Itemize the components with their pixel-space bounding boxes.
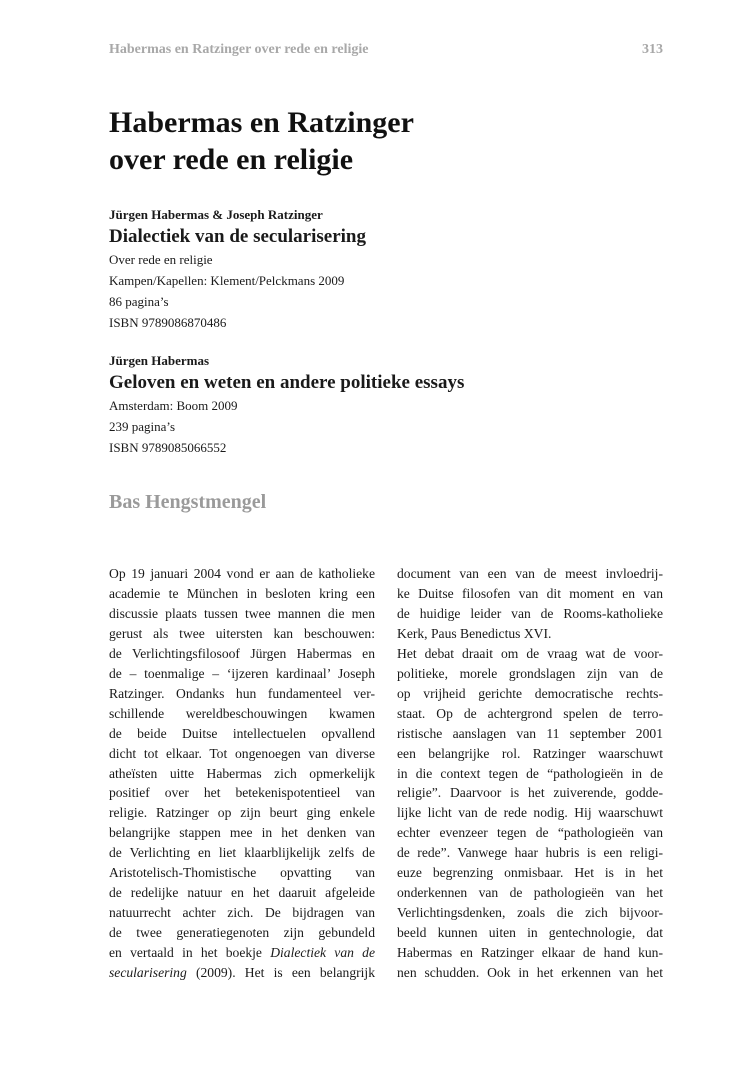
body-line: in die context tegen de “pathologieën in de <box>397 765 663 781</box>
body-line: nen schudden. Ook in het erkennen van het <box>397 965 663 981</box>
book-detail: Amsterdam: Boom 2009 <box>109 398 238 413</box>
body-line: discussie plaats tussen twee mannen die men <box>109 605 375 621</box>
body-line: de redelijke natuur en het daaruit afgeleide <box>109 885 375 901</box>
body-line: Aristotelisch-Thomistische opvatting van <box>109 865 375 881</box>
book-detail: ISBN 9789085066552 <box>109 440 227 455</box>
book-authors: Jürgen Habermas & Joseph Ratzinger <box>109 207 323 222</box>
body-line: lijke licht van de rede nodig. Hij waarschuwt <box>397 805 663 821</box>
body-line: de beide Duitse intellectuelen opvallend <box>109 725 375 741</box>
body-line: een belangrijke rol. Ratzinger waarschuwt <box>397 745 663 761</box>
book-info-1 <box>109 204 366 333</box>
body-line: de – toenmalige – ‘ijzeren kardinaal’ Joseph <box>109 665 375 681</box>
book-detail: 239 pagina’s <box>109 419 176 434</box>
body-line: atheïsten uitte Habermas zich opmerkelijk <box>109 765 375 781</box>
text: en vertaald in het boekje <box>109 945 271 961</box>
body-line: dicht tot elkaar. Tot ongenoegen van diverse <box>109 745 375 761</box>
body-line: staat. Op de achtergrond spelen de terro- <box>397 705 663 721</box>
body-line: euze begrenzing onmisbaar. Het is in het <box>397 865 663 881</box>
body-line: de twee generatiegenoten zijn gebundeld <box>109 925 375 941</box>
book-detail: 86 pagina’s <box>109 294 169 309</box>
body-line: academie te München in besloten kring een <box>109 585 375 601</box>
body-line: positief over het betekenispotentieel van <box>109 785 375 801</box>
body-line: natuurrecht achter zich. De bijdragen van <box>109 905 375 921</box>
body-line: Het debat draait om de vraag wat de voor- <box>397 645 663 661</box>
body-line: Verlichtingsdenken, zoals die zich bijvoor- <box>397 905 663 921</box>
body-line: religie. Ratzinger op zijn beurt ging enkele <box>109 805 375 821</box>
book-authors: Jürgen Habermas <box>109 353 210 368</box>
book-title: Dialectiek van de secularisering <box>109 226 366 247</box>
body-line: Op 19 januari 2004 vond er aan de katholieke <box>109 566 375 581</box>
body-line: document van een van de meest invloedrij- <box>397 566 663 581</box>
book-title: Geloven en weten en andere politieke essays <box>109 372 465 393</box>
text: (2009). Het is een belangrijk <box>186 965 375 981</box>
body-line: Habermas en Ratzinger elkaar de hand kun- <box>397 945 663 961</box>
body-line: op vrijheid gerichte democratische rechts- <box>397 685 663 701</box>
running-head <box>109 42 663 58</box>
article-title-line: over rede en religie <box>109 143 354 176</box>
body-line: belangrijke stappen mee in het denken van <box>109 825 375 841</box>
body-line: Kerk, Paus Benedictus XVI. <box>397 625 552 641</box>
book-info-2 <box>109 350 464 458</box>
body-column-2 <box>397 564 663 983</box>
body-line: beeld kunnen uiten in gentechnologie, dat <box>397 925 663 941</box>
body-line: gerust als twee uitersten kan beschouwen: <box>109 625 375 641</box>
body-line: ke Duitse filosofen van dit moment en van <box>397 585 663 601</box>
body-line: onderkennen van de pathologieën van het <box>397 885 663 901</box>
body-line: de Verlichtingsfilosoof Jürgen Habermas en <box>109 645 375 661</box>
book-title-italic: Dialectiek van de <box>270 945 375 961</box>
reviewer-name: Bas Hengstmengel <box>109 491 267 513</box>
running-head-title: Habermas en Ratzinger over rede en religie <box>109 42 369 57</box>
body-line <box>109 943 375 963</box>
body-line: schillende wereldbeschouwingen kwamen <box>109 705 375 721</box>
article-title <box>109 104 414 178</box>
book-detail: Kampen/Kapellen: Klement/Pelckmans 2009 <box>109 273 345 288</box>
body-column-1 <box>109 564 375 983</box>
book-detail: Over rede en religie <box>109 252 213 267</box>
body-line: de huidige leider van de Rooms-katholieke <box>397 605 663 621</box>
article-title-line: Habermas en Ratzinger <box>109 106 414 139</box>
body-line: Ratzinger. Ondanks hun fundamenteel ver- <box>109 685 375 701</box>
book-title-italic: secularisering <box>109 965 187 981</box>
body-line: de rede”. Vanwege haar hubris is een religi- <box>397 845 663 861</box>
body-line: de Verlichting en liet klaarblijkelijk zelfs de <box>109 845 375 861</box>
body-line: ristische aanslagen van 11 september 2001 <box>397 725 663 741</box>
body-line: politieke, morele grondslagen zijn van de <box>397 665 663 681</box>
body-line: religie”. Daarvoor is het zuiverende, godde- <box>397 785 663 801</box>
body-line: echter evenzeer tegen de “pathologieën van <box>397 825 663 841</box>
book-detail: ISBN 9789086870486 <box>109 315 227 330</box>
body-line <box>109 963 375 983</box>
page-number: 313 <box>642 42 663 57</box>
